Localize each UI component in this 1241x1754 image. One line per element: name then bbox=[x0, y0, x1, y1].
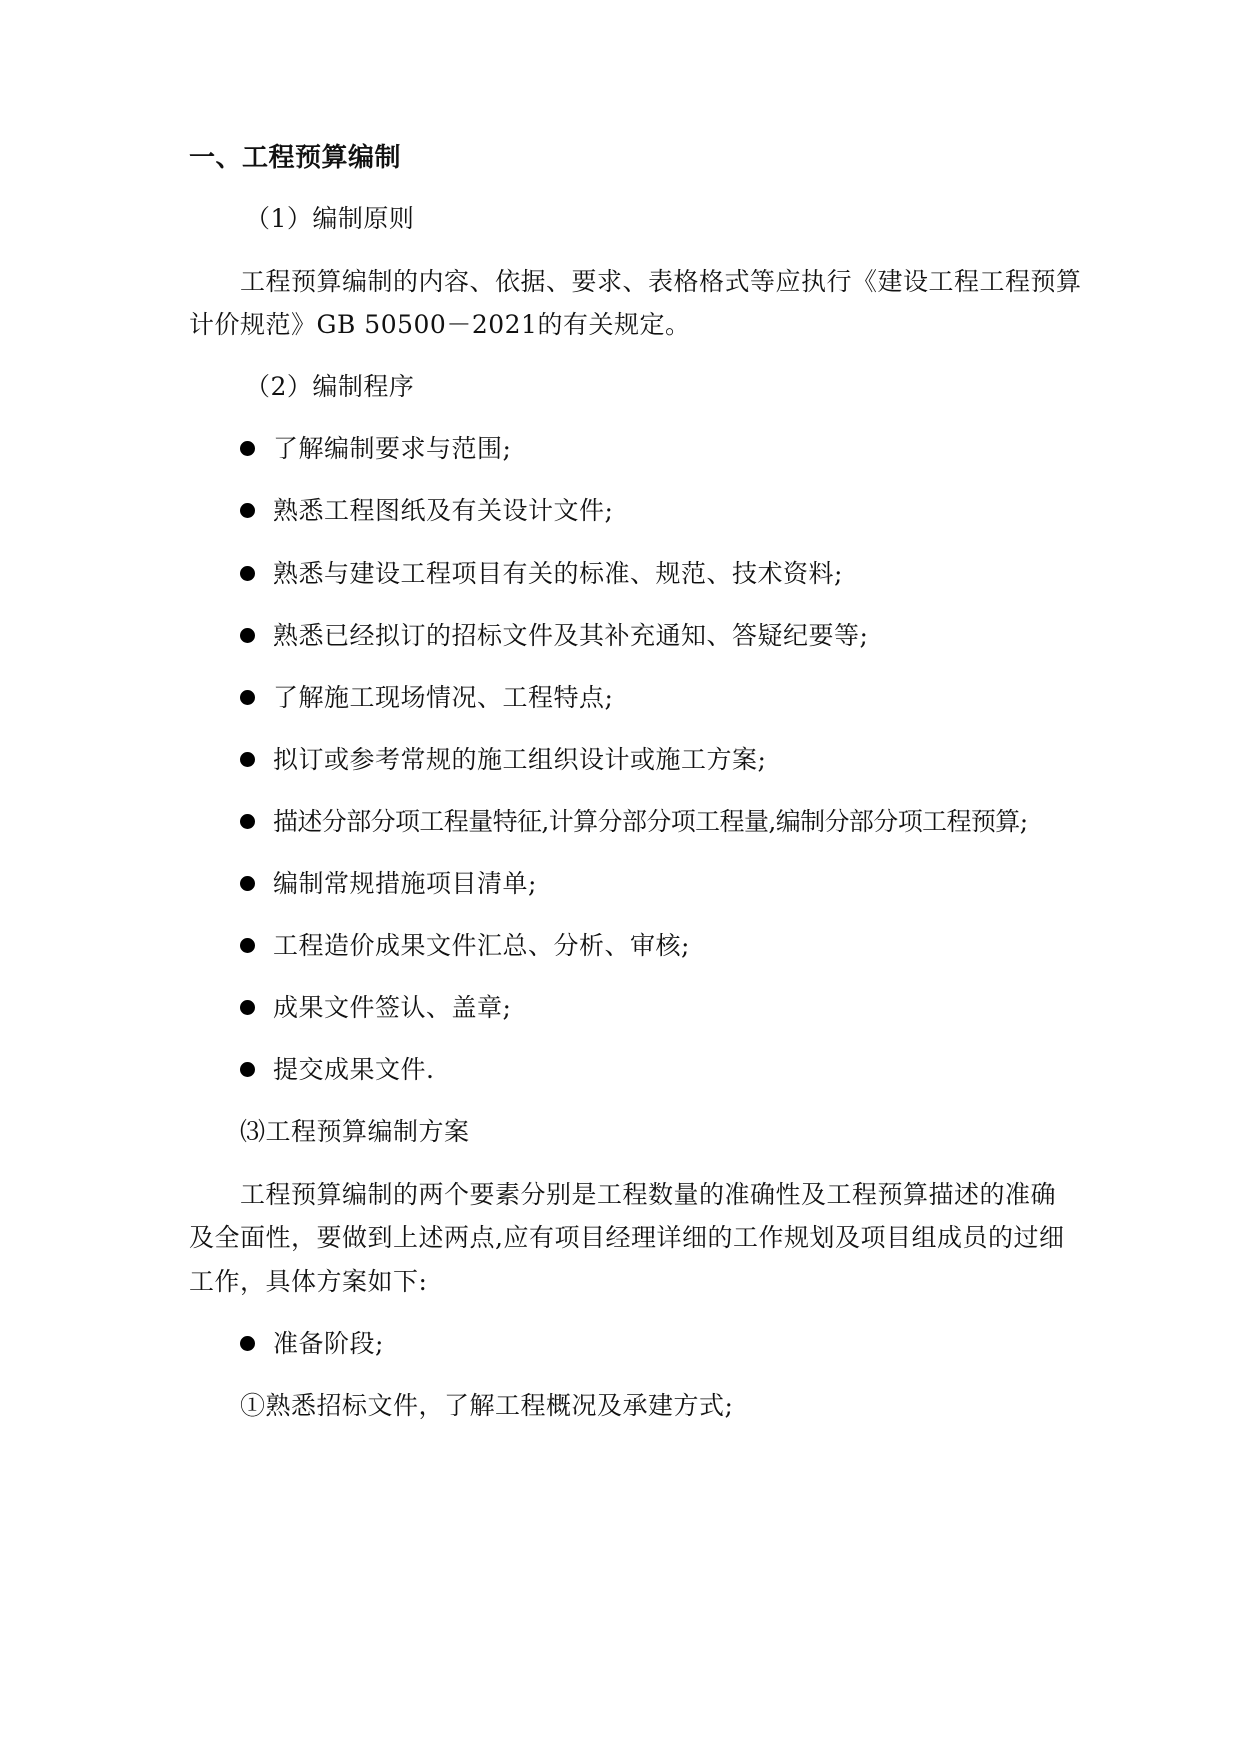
section-title: 一、工程预算编制 bbox=[189, 143, 402, 173]
plan-paragraph-line-3: 工作，具体方案如下: bbox=[189, 1267, 428, 1296]
list-item bbox=[240, 805, 1028, 839]
bullet-icon bbox=[240, 876, 255, 891]
list-item bbox=[240, 1053, 434, 1087]
bullet-icon bbox=[240, 938, 255, 953]
bullet-icon bbox=[240, 1000, 255, 1015]
list-item bbox=[240, 929, 690, 963]
subsection-title-procedure: （2）编制程序 bbox=[245, 372, 415, 401]
principles-paragraph-line-1: 工程预算编制的内容、依据、要求、表格格式等应执行《建设工程工程预算 bbox=[240, 267, 1082, 296]
list-item-text: 描述分部分项工程量特征,计算分部分项工程量,编制分部分项工程预算; bbox=[273, 807, 1028, 836]
list-item-text: 熟悉已经拟订的招标文件及其补充通知、答疑纪要等; bbox=[273, 621, 869, 650]
bullet-icon bbox=[240, 752, 255, 767]
list-item bbox=[240, 494, 613, 528]
list-item-text: 了解编制要求与范围; bbox=[273, 434, 512, 463]
list-item-text: 成果文件签认、盖章; bbox=[273, 993, 512, 1022]
bullet-icon bbox=[240, 503, 255, 518]
principles-paragraph-line-2: 计价规范》GB 50500－2021的有关规定。 bbox=[189, 310, 691, 339]
plan-paragraph-line-1: 工程预算编制的两个要素分别是工程数量的准确性及工程预算描述的准确 bbox=[240, 1180, 1057, 1209]
list-item bbox=[240, 867, 537, 901]
bullet-icon bbox=[240, 1336, 255, 1351]
list-item-text: 熟悉工程图纸及有关设计文件; bbox=[273, 496, 614, 525]
list-item-text: 准备阶段; bbox=[273, 1329, 384, 1358]
bullet-icon bbox=[240, 690, 255, 705]
list-item bbox=[240, 743, 766, 777]
list-item-text: 熟悉与建设工程项目有关的标准、规范、技术资料; bbox=[273, 559, 843, 588]
list-item bbox=[240, 619, 868, 653]
list-item bbox=[240, 1327, 384, 1361]
subsection-title-plan: ⑶工程预算编制方案 bbox=[240, 1117, 470, 1146]
list-item-text: 提交成果文件. bbox=[273, 1055, 435, 1084]
list-item bbox=[240, 991, 511, 1025]
list-item-text: 工程造价成果文件汇总、分析、审核; bbox=[273, 931, 690, 960]
plan-paragraph-line-2: 及全面性，要做到上述两点,应有项目经理详细的工作规划及项目组成员的过细 bbox=[189, 1223, 1065, 1252]
list-item bbox=[240, 681, 613, 715]
bullet-icon bbox=[240, 566, 255, 581]
subsection-title-principles: （1）编制原则 bbox=[245, 204, 415, 233]
list-item bbox=[240, 557, 843, 591]
bullet-icon bbox=[240, 814, 255, 829]
list-item-text: 编制常规措施项目清单; bbox=[273, 869, 537, 898]
bullet-icon bbox=[240, 628, 255, 643]
bullet-icon bbox=[240, 1062, 255, 1077]
list-item bbox=[240, 432, 511, 466]
list-item-text: 了解施工现场情况、工程特点; bbox=[273, 683, 614, 712]
bullet-icon bbox=[240, 441, 255, 456]
list-item-text: 拟订或参考常规的施工组织设计或施工方案; bbox=[273, 745, 767, 774]
plan-step-1: ①熟悉招标文件，了解工程概况及承建方式; bbox=[240, 1391, 734, 1420]
